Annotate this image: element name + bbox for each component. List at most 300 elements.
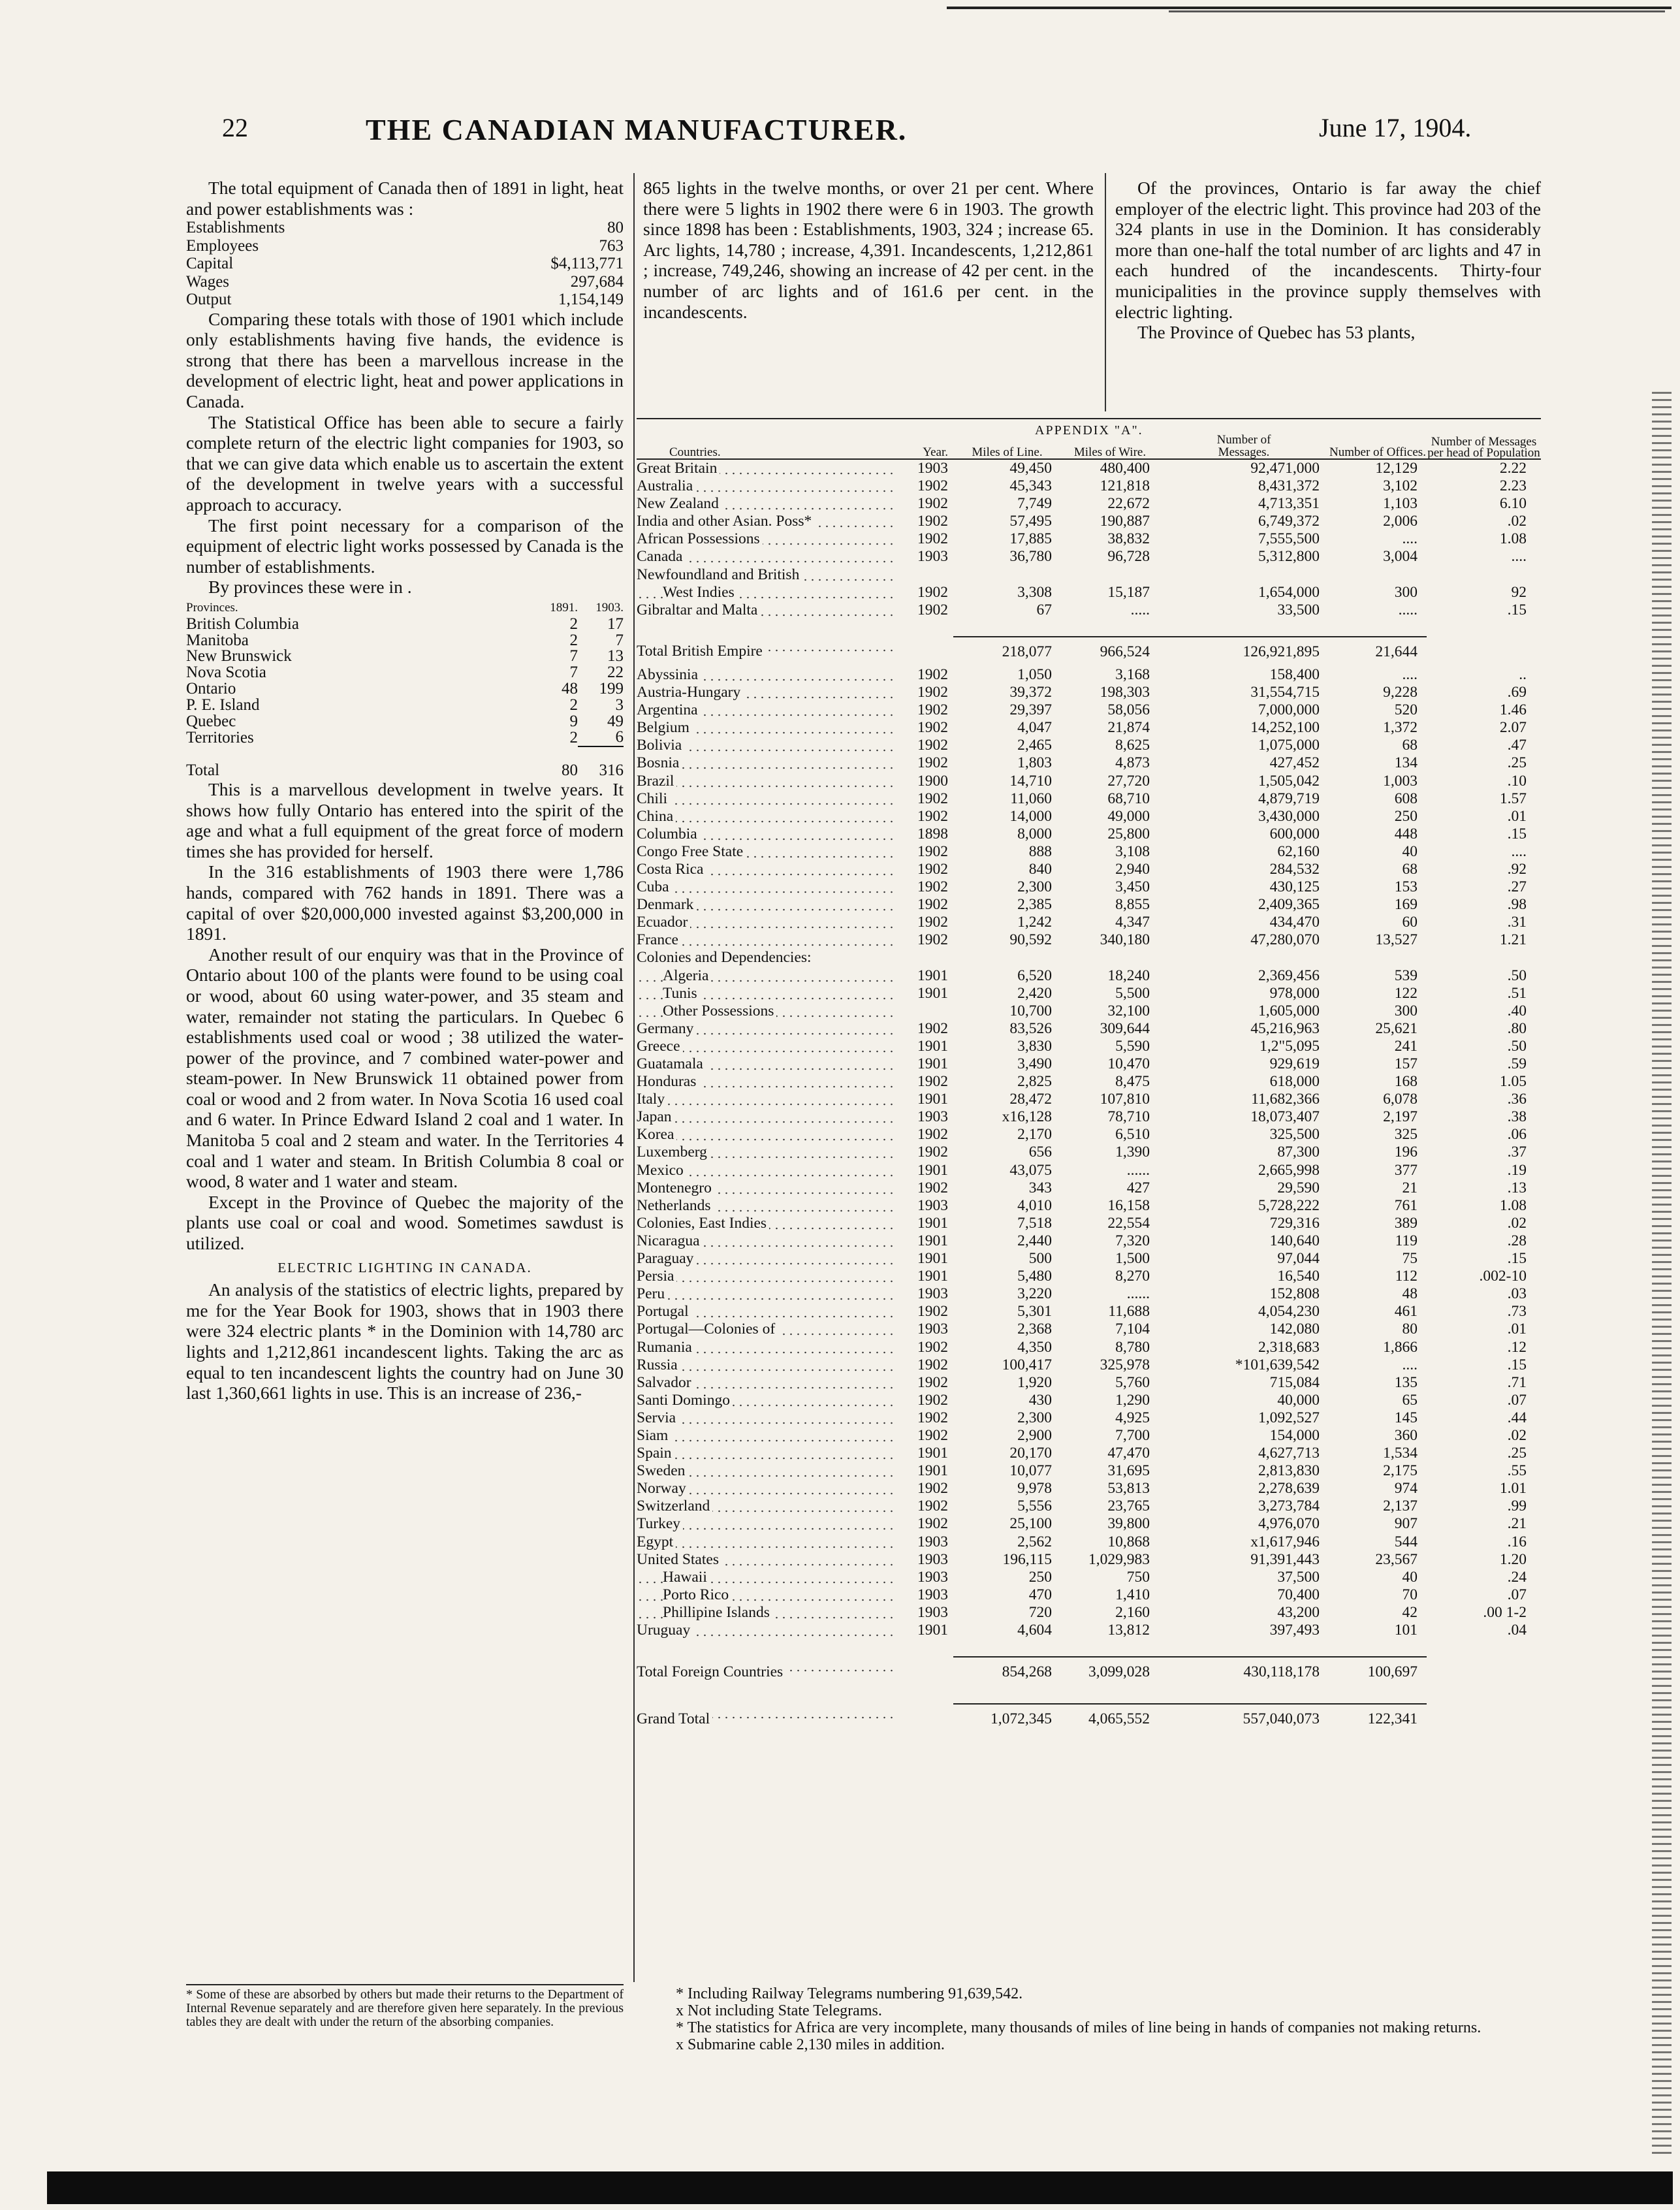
miles-line-cell: 250 (1028, 1568, 1052, 1586)
year-cell: 1902 (917, 737, 948, 754)
messages-cell: 434,470 (1269, 914, 1320, 931)
table-row (637, 967, 1541, 985)
header-offices: Number of Offices. (1329, 445, 1426, 458)
per-head-cell: .. (1519, 665, 1527, 683)
country-name: Greece (637, 1038, 895, 1055)
messages-cell: 4,879,719 (1258, 790, 1320, 807)
province-1891: 2 (569, 696, 578, 714)
table-row (637, 1108, 1541, 1126)
rule-cell (1427, 1686, 1541, 1704)
column-one (186, 178, 624, 1403)
offices-cell: 6,078 (1383, 1091, 1418, 1108)
miles-wire-cell: 4,347 (1115, 914, 1150, 931)
country-name: Newfoundland and British (637, 566, 895, 584)
year-cell: 1903 (917, 1196, 948, 1214)
paragraph: In the 316 establishments of 1903 there were 1,786 hands, compared with 762 hands in 1891. There was a capital of over $20,000,000 invested against $3,200,000 in 1891. (186, 861, 624, 944)
miles-wire-cell: 480,400 (1100, 460, 1150, 477)
rule-cell (1427, 1639, 1541, 1657)
miles-wire-cell: 1,290 (1115, 1391, 1150, 1409)
province-row (186, 697, 624, 714)
offices-cell: 539 (1394, 967, 1418, 984)
year-cell: 1903 (917, 460, 948, 477)
country-name: Brazil (637, 773, 895, 790)
messages-cell: 2,665,998 (1258, 1161, 1320, 1179)
per-head-cell: .04 (1507, 1622, 1527, 1639)
year-cell: 1903 (917, 548, 948, 566)
table-row (637, 1586, 1541, 1604)
paragraph: The total equipment of Canada then of 1891 in light, heat and power establishments was : (186, 178, 624, 219)
miles-wire-cell: 49,000 (1107, 807, 1150, 825)
top-rule-secondary (1169, 10, 1665, 12)
year-cell: 1902 (917, 1391, 948, 1409)
messages-cell: 2,369,456 (1258, 967, 1320, 984)
rule-cell (895, 1639, 953, 1657)
miles-line-cell: 196,115 (1002, 1550, 1052, 1568)
year-cell: 1902 (917, 1409, 948, 1426)
header-per-head: Number of Messages per head of Population (1427, 435, 1540, 458)
country-name: Servia (637, 1409, 895, 1427)
offices-cell: 25,621 (1375, 1019, 1418, 1037)
equipment-row (186, 255, 624, 273)
year-cell: 1901 (917, 1445, 948, 1462)
paragraph: The Province of Quebec has 53 plants, (1137, 322, 1416, 343)
miles-line-cell: 4,010 (1017, 1196, 1052, 1214)
year-cell: 1902 (917, 684, 948, 701)
appendix-title: APPENDIX "A". (1035, 423, 1143, 438)
year-cell: 1902 (917, 583, 948, 601)
paragraph: This is a marvellous development in twelve years. It shows how fully Ontario has entered into the spirit of the age and what a full equipment of the great force of modern times she has provided for herself. (186, 778, 624, 861)
miles-wire-cell: 96,728 (1107, 548, 1150, 566)
offices-cell: 3,004 (1383, 548, 1418, 566)
country-name: Luxemberg (637, 1144, 895, 1161)
table-row (637, 1497, 1541, 1515)
country-name: Hawaii (637, 1569, 895, 1586)
per-head-cell: .24 (1507, 1568, 1527, 1586)
table-row (637, 530, 1541, 548)
per-head-cell (1427, 637, 1541, 666)
per-head-cell: .44 (1507, 1409, 1527, 1426)
telegraph-statistics-table (637, 434, 1541, 1733)
miles-wire-cell: 10,868 (1107, 1533, 1150, 1550)
year-cell (895, 1657, 953, 1686)
miles-wire-cell: 5,500 (1115, 984, 1150, 1002)
province-total-label: Total (186, 761, 220, 779)
offices-cell: .... (1402, 665, 1418, 683)
table-row (637, 773, 1541, 790)
per-head-cell: .... (1511, 842, 1527, 860)
table-row (637, 737, 1541, 754)
province-name: Quebec (186, 712, 236, 730)
messages-cell: 2,409,365 (1258, 896, 1320, 914)
messages-cell: 3,273,784 (1258, 1497, 1320, 1515)
table-row (637, 1091, 1541, 1108)
year-cell: 1901 (917, 1232, 948, 1249)
miles-wire-cell: 21,874 (1107, 719, 1150, 737)
miles-wire-cell: ...... (1126, 1285, 1150, 1303)
province-1903: 6 (578, 729, 624, 746)
table-row (637, 1427, 1541, 1445)
offices-cell: 60 (1402, 914, 1418, 931)
miles-line-cell: 3,220 (1017, 1285, 1052, 1303)
year-cell: 1902 (917, 807, 948, 825)
table-row (637, 931, 1541, 949)
table-row (637, 985, 1541, 1002)
miles-line-cell: 2,420 (1017, 984, 1052, 1002)
table-row (637, 1232, 1541, 1250)
rule-cell (1061, 1686, 1159, 1704)
per-head-cell: .02 (1507, 1214, 1527, 1232)
table-row (637, 1604, 1541, 1622)
messages-cell: 1,505,042 (1258, 772, 1320, 790)
miles-wire-cell: 78,710 (1107, 1108, 1150, 1126)
messages-cell: 1,654,000 (1258, 583, 1320, 601)
year-cell: 1902 (917, 1019, 948, 1037)
offices-cell: 48 (1402, 1285, 1418, 1303)
messages-cell: 1,2"5,095 (1260, 1037, 1320, 1055)
miles-wire-cell: 32,100 (1107, 1002, 1150, 1019)
offices-cell: 168 (1394, 1073, 1418, 1091)
table-row (637, 1250, 1541, 1268)
country-name: Grand Total (637, 1704, 895, 1733)
messages-cell: x1,617,946 (1250, 1533, 1320, 1550)
miles-wire-cell: 2,160 (1115, 1603, 1150, 1621)
messages-cell: 5,728,222 (1258, 1196, 1320, 1214)
table-row (637, 477, 1541, 495)
per-head-cell: .99 (1507, 1497, 1527, 1515)
miles-line-cell: 3,308 (1017, 583, 1052, 601)
country-name: Belgium (637, 719, 895, 737)
year-cell: 1902 (917, 1073, 948, 1091)
per-head-cell: .00 1-2 (1483, 1603, 1527, 1621)
year-cell: 1902 (917, 1303, 948, 1321)
miles-line-cell (953, 949, 1061, 967)
offices-cell: 461 (1394, 1303, 1418, 1321)
messages-cell: 2,318,683 (1258, 1338, 1320, 1356)
paragraph: The Statistical Office has been able to secure a fairly complete return of the electric light companies for 1903, so that we can give data which enable us to ascertain the extent of the development in twelve years with a successful approach to accuracy. (186, 411, 624, 515)
offices-cell: 1,534 (1383, 1445, 1418, 1462)
year-cell (895, 1704, 953, 1733)
note: * The statistics for Africa are very incomplete, many thousands of miles of line being in hands of companies not making returns. (676, 2019, 1482, 2036)
per-head-cell: .01 (1507, 807, 1527, 825)
table-row (637, 878, 1541, 896)
appendix-a (637, 418, 1541, 1728)
province-row (186, 665, 624, 681)
equipment-value: 763 (599, 236, 624, 255)
table-row (637, 1480, 1541, 1497)
year-cell (895, 637, 953, 666)
paragraph: Comparing these totals with those of 1901 which include only establishments having five hands, the evidence is strong that there has been a marvellous increase in the development of electric light, heat and power applications in Canada. (186, 308, 624, 412)
offices-cell: 448 (1394, 825, 1418, 842)
per-head-cell: 1.46 (1499, 701, 1527, 719)
per-head-cell: 1.21 (1499, 931, 1527, 949)
miles-line-cell: 218,077 (1002, 643, 1052, 660)
messages-cell: 43,200 (1277, 1603, 1320, 1621)
table-row (637, 1515, 1541, 1533)
per-head-cell: .51 (1507, 984, 1527, 1002)
rule-cell (953, 1639, 1061, 1657)
equipment-row (186, 237, 624, 255)
messages-cell: 62,160 (1277, 842, 1320, 860)
miles-wire-cell: 3,108 (1115, 842, 1150, 860)
rule-cell (1329, 619, 1427, 637)
province-1891: 2 (569, 728, 578, 746)
offices-cell: 122 (1394, 984, 1418, 1002)
year-cell: 1903 (917, 1586, 948, 1603)
offices-cell: ..... (1398, 601, 1418, 618)
country-name: African Possessions (637, 530, 895, 548)
miles-line-cell: 430 (1028, 1391, 1052, 1409)
year-cell: 1902 (917, 1373, 948, 1391)
country-name: Colonies, East Indies (637, 1215, 895, 1232)
table-row (637, 949, 1541, 967)
miles-wire-cell: 966,524 (1100, 643, 1150, 660)
miles-line-cell: 2,900 (1017, 1426, 1052, 1444)
miles-wire-cell: 58,056 (1107, 701, 1150, 719)
top-rule (947, 7, 1672, 9)
country-name: Argentina (637, 701, 895, 719)
offices-cell: 300 (1394, 583, 1418, 601)
miles-line-cell: 8,000 (1017, 825, 1052, 842)
messages-cell (1159, 949, 1329, 967)
equipment-row (186, 291, 624, 309)
year-cell: 1902 (917, 790, 948, 807)
country-name: Rumania (637, 1339, 895, 1356)
miles-line-cell: 2,465 (1017, 737, 1052, 754)
table-notes (637, 1985, 1541, 2053)
country-name: Total British Empire (637, 637, 895, 666)
country-name: Ecuador (637, 914, 895, 931)
country-name: Persia (637, 1268, 895, 1285)
country-name: Mexico (637, 1162, 895, 1179)
sum-rule (637, 1686, 1541, 1704)
table-row (637, 666, 1541, 684)
messages-cell: 8,431,372 (1258, 477, 1320, 495)
miles-line-cell: 854,268 (1002, 1663, 1052, 1681)
province-1903: 7 (615, 631, 624, 649)
per-head-cell: .50 (1507, 1037, 1527, 1055)
miles-line-cell: 2,170 (1017, 1126, 1052, 1144)
header-messages: Number of Messages. (1216, 434, 1271, 458)
paragraph: Except in the Province of Quebec the majority of the plants use coal or coal and wood. Sometimes sawdust is utilized. (186, 1191, 624, 1254)
country-name: Australia (637, 477, 895, 495)
miles-line-cell: 2,562 (1017, 1533, 1052, 1550)
country-name: West Indies (637, 584, 895, 601)
country-name: Portugal—Colonies of (637, 1321, 895, 1338)
table-row (637, 1020, 1541, 1038)
miles-line-cell: 3,830 (1017, 1037, 1052, 1055)
per-head-cell: .03 (1507, 1285, 1527, 1303)
table-row (637, 548, 1541, 566)
offices-cell: 13,527 (1375, 931, 1418, 949)
rule-cell (637, 619, 895, 637)
per-head-cell: .16 (1507, 1533, 1527, 1550)
year-cell: 1902 (917, 665, 948, 683)
per-head-cell: 1.01 (1499, 1480, 1527, 1497)
year-cell: 1902 (917, 1179, 948, 1196)
per-head-cell: .55 (1507, 1462, 1527, 1480)
miles-wire-cell: 6,510 (1115, 1126, 1150, 1144)
province-1891: 7 (569, 664, 578, 682)
table-row (637, 914, 1541, 931)
year-cell: 1902 (917, 513, 948, 530)
header-1903: 1903. (595, 601, 624, 615)
miles-line-cell: 4,047 (1017, 719, 1052, 737)
miles-line-cell: 5,480 (1017, 1268, 1052, 1285)
year-cell: 1902 (917, 1144, 948, 1161)
miles-line-cell: 17,885 (1009, 530, 1052, 548)
miles-wire-cell: 325,978 (1100, 1356, 1150, 1373)
messages-cell: 37,500 (1277, 1568, 1320, 1586)
country-name: Phillipine Islands (637, 1604, 895, 1622)
per-head-cell: .28 (1507, 1232, 1527, 1249)
equipment-row (186, 273, 624, 291)
miles-line-cell: 500 (1028, 1250, 1052, 1268)
table-row (637, 584, 1541, 601)
per-head-cell: 1.08 (1499, 1196, 1527, 1214)
year-cell: 1902 (917, 495, 948, 513)
per-head-cell: .59 (1507, 1055, 1527, 1072)
miles-line-cell: 5,556 (1017, 1497, 1052, 1515)
country-name: Total Foreign Countries (637, 1657, 895, 1686)
miles-line-cell: 57,495 (1009, 513, 1052, 530)
offices-cell: 3,102 (1383, 477, 1418, 495)
offices-cell (1329, 566, 1427, 584)
table-row (637, 1462, 1541, 1480)
per-head-cell: .50 (1507, 967, 1527, 984)
messages-cell: 325,500 (1269, 1126, 1320, 1144)
table-row (637, 1002, 1541, 1020)
country-name: Montenegro (637, 1179, 895, 1197)
per-head-cell: .80 (1507, 1019, 1527, 1037)
offices-cell: 153 (1394, 878, 1418, 896)
miles-line-cell: x16,128 (1002, 1108, 1052, 1126)
miles-line-cell: 7,749 (1017, 495, 1052, 513)
table-row (637, 1268, 1541, 1285)
miles-line-cell: 10,700 (1009, 1002, 1052, 1019)
messages-cell: 16,540 (1277, 1268, 1320, 1285)
paragraph: Of the provinces, Ontario is far away the chief employer of the electric light. This province had 203 of the 324 plants in use in the Dominion. It has considerably more than one-half the total number of arc lights and 47 in each hundred of the incandescents. Thirty-four municipalities in the province supply themselves with electric lighting. (1115, 178, 1541, 322)
equipment-table (186, 219, 624, 309)
year-cell (895, 566, 953, 584)
table-row (637, 1038, 1541, 1055)
province-row (186, 617, 624, 633)
paragraph: By provinces these were in . (208, 577, 412, 598)
offices-cell: 21 (1402, 1179, 1418, 1196)
miles-line-cell: 45,343 (1009, 477, 1052, 495)
country-name: Bosnia (637, 754, 895, 772)
messages-cell: 618,000 (1269, 1073, 1320, 1091)
messages-cell: 31,554,715 (1250, 684, 1320, 701)
year-cell: 1902 (917, 1338, 948, 1356)
column-rule-left (633, 173, 635, 1982)
year-cell: 1898 (917, 825, 948, 842)
country-name: Uruguay (637, 1622, 895, 1639)
year-cell: 1902 (917, 842, 948, 860)
country-name: Tunis (637, 985, 895, 1002)
miles-wire-cell (1061, 949, 1159, 967)
country-name: Honduras (637, 1073, 895, 1091)
province-name: British Columbia (186, 615, 299, 633)
offices-cell: 40 (1402, 1568, 1418, 1586)
table-row (637, 1622, 1541, 1639)
per-head-cell: .31 (1507, 914, 1527, 931)
country-name: Norway (637, 1480, 895, 1497)
table-row (637, 566, 1541, 584)
offices-cell: 65 (1402, 1391, 1418, 1409)
year-cell: 1902 (917, 530, 948, 548)
miles-wire-cell: 8,780 (1115, 1338, 1150, 1356)
header-countries: Countries. (669, 445, 721, 458)
miles-line-cell: 7,518 (1017, 1214, 1052, 1232)
messages-cell: 91,391,443 (1250, 1550, 1320, 1568)
per-head-cell: 2.23 (1499, 477, 1527, 495)
per-head-cell: .12 (1507, 1338, 1527, 1356)
miles-wire-cell: ..... (1130, 601, 1150, 618)
miles-wire-cell: 121,818 (1100, 477, 1150, 495)
miles-wire-cell: 4,925 (1115, 1409, 1150, 1426)
year-cell: 1901 (917, 1091, 948, 1108)
year-cell: 1901 (917, 1268, 948, 1285)
offices-cell: 1,372 (1383, 719, 1418, 737)
country-name: Guatamala (637, 1055, 895, 1073)
offices-cell: 101 (1394, 1622, 1418, 1639)
per-head-cell: .02 (1507, 1426, 1527, 1444)
equipment-value: 80 (607, 219, 624, 237)
offices-cell: 520 (1394, 701, 1418, 719)
miles-line-cell: 6,520 (1017, 967, 1052, 984)
year-cell: 1902 (917, 1426, 948, 1444)
messages-cell: 3,430,000 (1258, 807, 1320, 825)
miles-line-cell: 3,490 (1017, 1055, 1052, 1072)
miles-line-cell: 656 (1028, 1144, 1052, 1161)
offices-cell: 12,129 (1375, 460, 1418, 477)
per-head-cell: .40 (1507, 1002, 1527, 1019)
year-cell: 1901 (917, 1037, 948, 1055)
table-row (637, 1374, 1541, 1392)
per-head-cell: .25 (1507, 754, 1527, 772)
per-head-cell: .07 (1507, 1586, 1527, 1603)
per-head-cell: .73 (1507, 1303, 1527, 1321)
table-row (637, 684, 1541, 701)
offices-cell: .... (1402, 1356, 1418, 1373)
paragraph: 865 lights in the twelve months, or over 21 per cent. Where there were 5 lights in 1902 there were 6 in 1903. The growth since 1898 has been : Establishments, 1903, 324 ; increase 65. Arc lights, 14,780 ; increase, 4,391. Incandescents, 1,212,861 ; increase, 749,246, showing an increase of 42 per cent. in the number of arc lights and of 161.6 per cent. in the incandescents. (643, 178, 1094, 322)
country-name: Canada (637, 548, 895, 566)
miles-wire-cell: 2,940 (1115, 860, 1150, 878)
year-cell: 1902 (917, 860, 948, 878)
miles-wire-cell: 10,470 (1107, 1055, 1150, 1072)
country-name: Colonies and Dependencies: (637, 949, 895, 967)
province-row (186, 633, 624, 649)
province-name: Ontario (186, 679, 236, 697)
per-head-cell: .15 (1507, 1356, 1527, 1373)
country-name: Siam (637, 1427, 895, 1445)
rule-cell (1159, 1639, 1329, 1657)
messages-cell: 2,813,830 (1258, 1462, 1320, 1480)
miles-line-cell: 36,780 (1009, 548, 1052, 566)
country-name: India and other Asian. Poss* (637, 513, 895, 530)
country-name: Austria-Hungary (637, 684, 895, 701)
miles-wire-cell: 8,855 (1115, 896, 1150, 914)
messages-cell: 47,280,070 (1250, 931, 1320, 949)
messages-cell: 6,749,372 (1258, 513, 1320, 530)
offices-cell: .... (1402, 530, 1418, 548)
equipment-value: $4,113,771 (550, 255, 624, 273)
offices-cell (1329, 949, 1427, 967)
year-cell (895, 949, 953, 967)
offices-cell: 40 (1402, 842, 1418, 860)
miles-line-cell: 720 (1028, 1603, 1052, 1621)
offices-cell: 974 (1394, 1480, 1418, 1497)
